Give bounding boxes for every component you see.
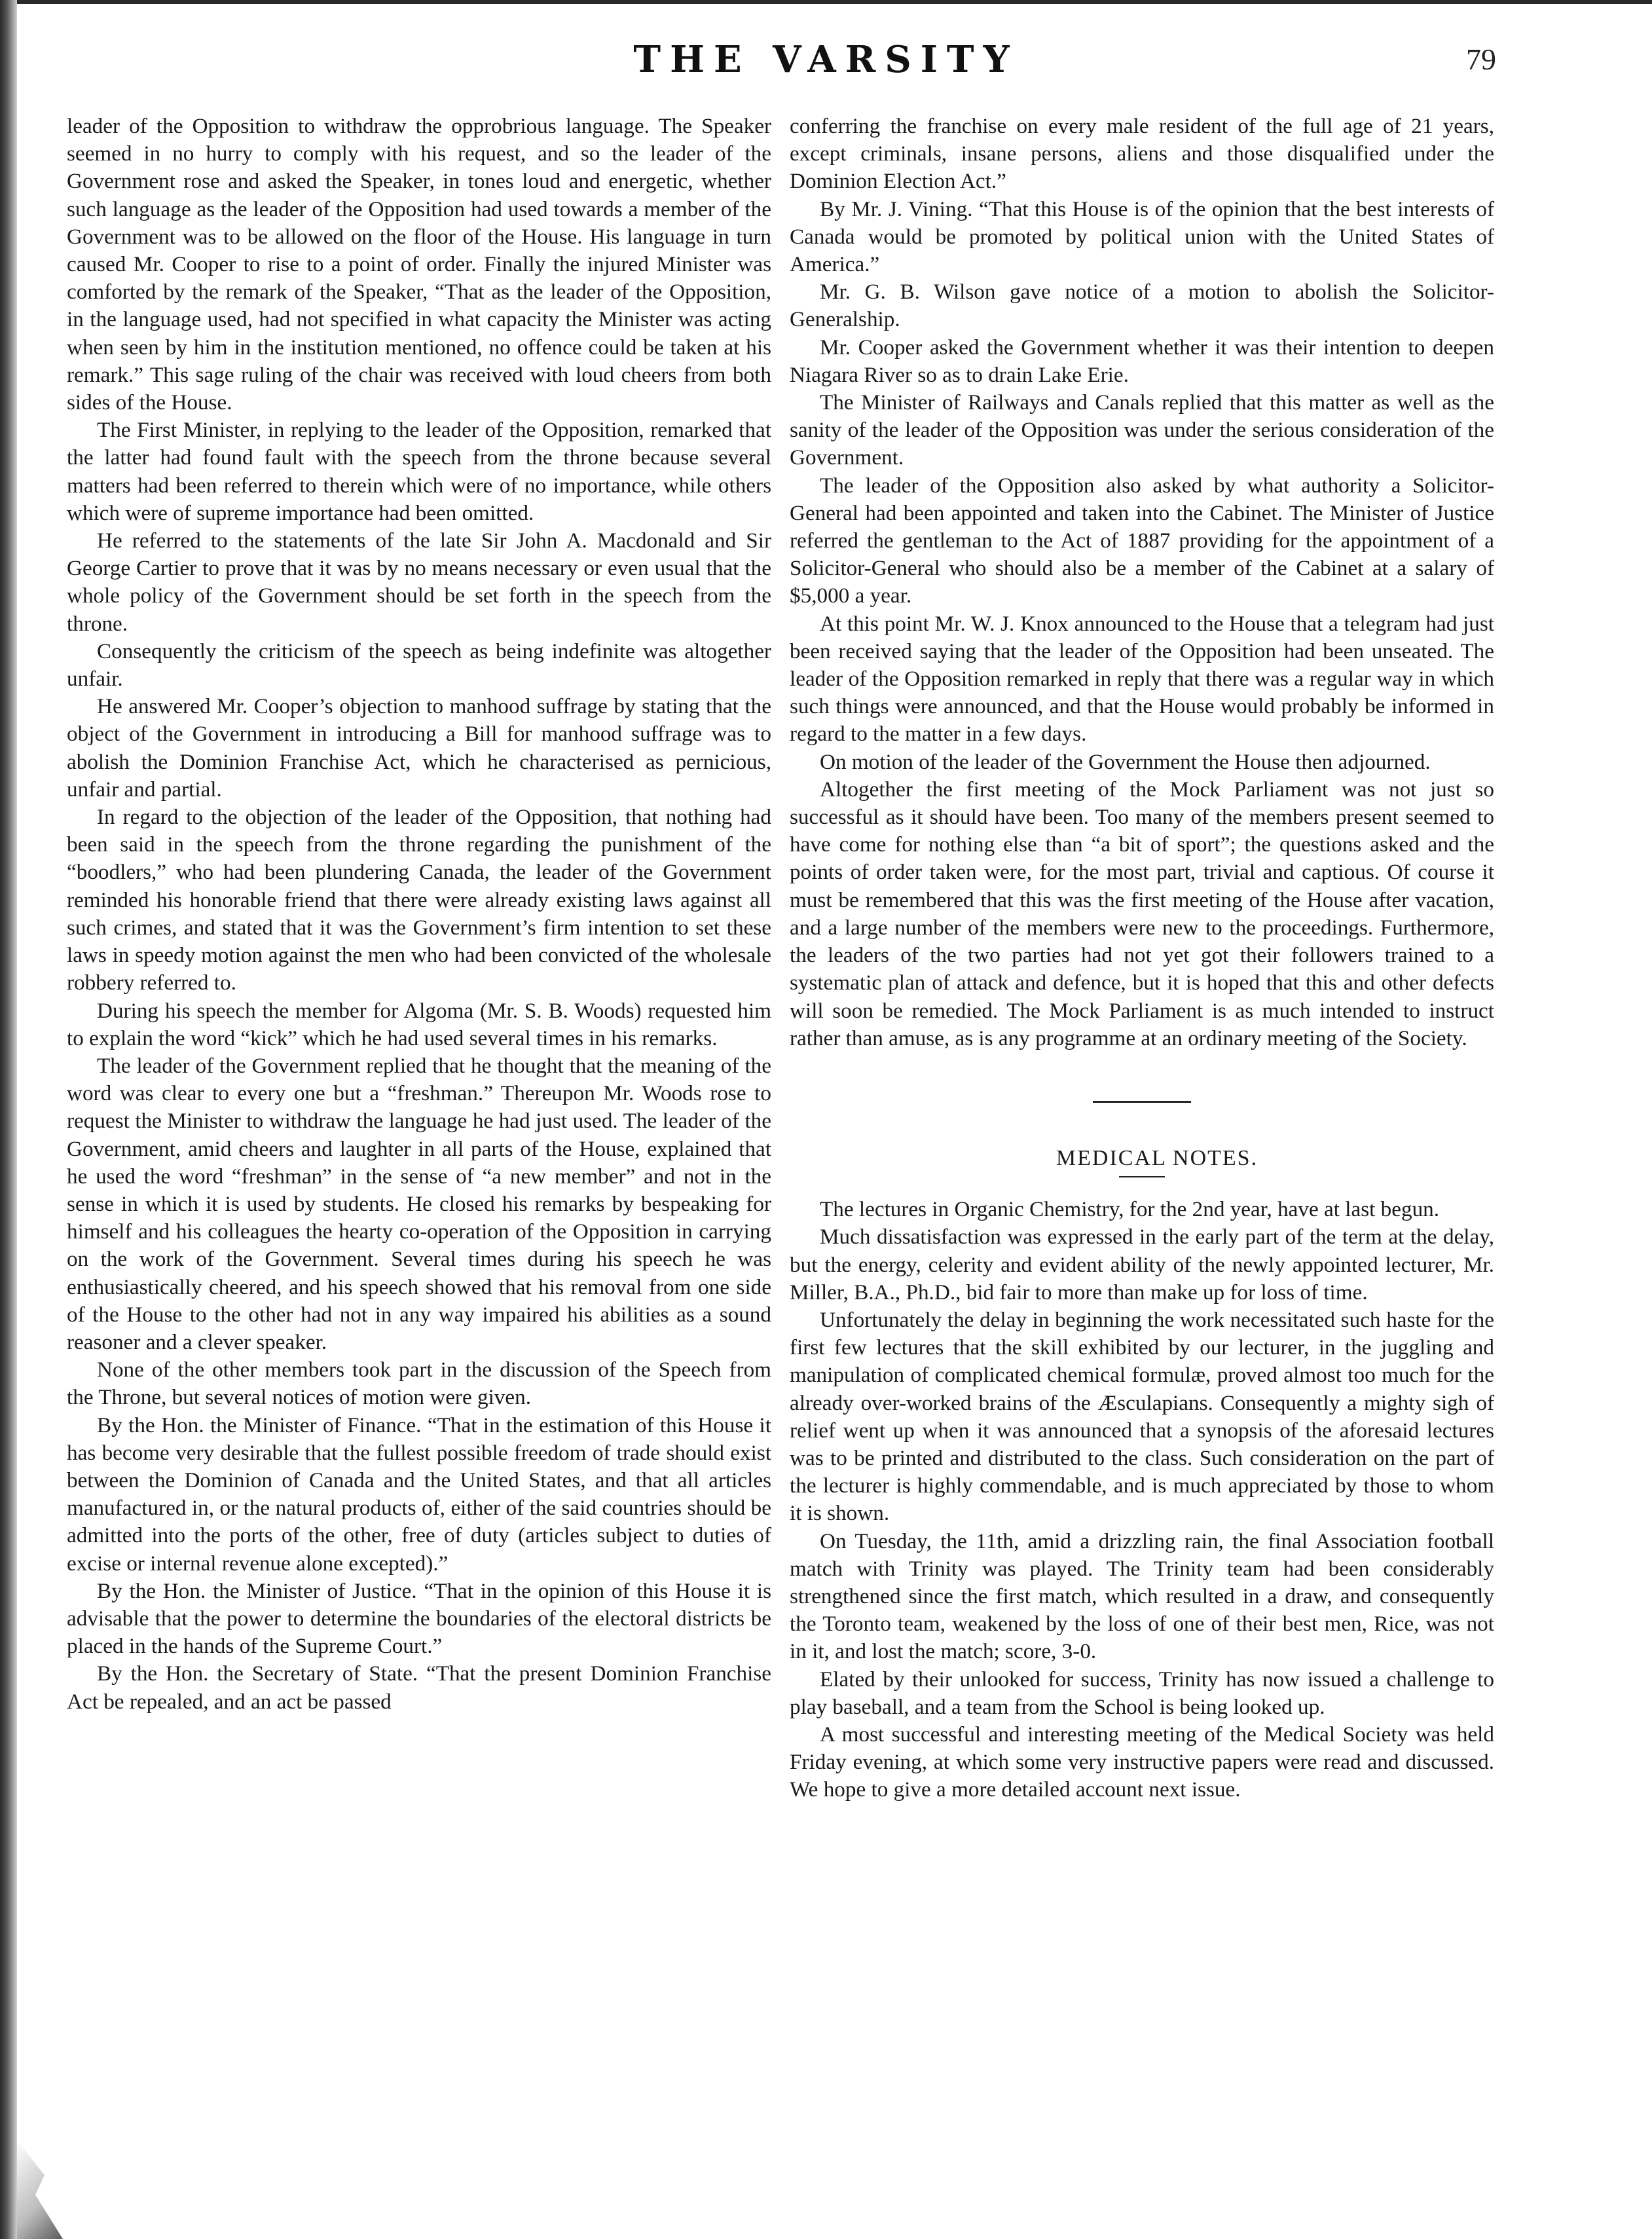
masthead (0, 38, 1652, 90)
page-tear (17, 2141, 63, 2239)
page-number: 79 (1466, 43, 1496, 76)
paragraph: The Minister of Railways and Canals replied that this matter as well as the sanity of the leader of the Opposition was under the serious consideration of the Government. (790, 390, 1494, 470)
paragraph: In regard to the objection of the leader of the Opposition, that nothing had been said in the speech from the throne regarding the punishment of the “boodlers,” who had been plundering Canada, the leader of the Government reminded his honorable friend that there were already existing laws against all such crimes, and stated that it was the Government’s firm intention to set these laws in speedy motion against the men who had been convicted of the wholesale robbery referred to. (67, 805, 771, 995)
paragraph: Consequently the criticism of the speech as being indefinite was altogether unfair. (67, 638, 771, 692)
paragraph: At this point Mr. W. J. Knox announced to the House that a telegram had just been received saying that the leader of the Opposition had been unseated. The leader of the Opposition remarked in reply that there was a regular way in which such things were announced, and that the House would probably be informed in regard to the matter in a few days. (790, 611, 1494, 747)
section-heading: MEDICAL NOTES. (1055, 1145, 1258, 1170)
paragraph: Mr. Cooper asked the Government whether it was their intention to deepen Niagara River so as to drain Lake Erie. (790, 335, 1494, 387)
paragraph: Much dissatisfaction was expressed in the early part of the term at the delay, but the energy, celerity and evident ability of the newly appointed lecturer, Mr. Miller, B.A., Ph.D., bid fair to more than make up for loss of time. (790, 1225, 1494, 1305)
page-binding-edge (0, 0, 17, 2239)
paragraph: The leader of the Opposition also asked by what authority a Solicitor-General had been appointed and taken into the Cabinet. The Minister of Justice referred the gentleman to the Act of 1887 providing for the appointment of a Solicitor-General who should also be a member of the Cabinet at a salary of $5,000 a year. (790, 473, 1494, 608)
paragraph: None of the other members took part in the discussion of the Speech from the Throne, but several notices of motion were given. (67, 1358, 771, 1410)
right-column (790, 113, 1494, 1804)
newspaper-title: THE VARSITY (633, 38, 1019, 81)
paragraph: A most successful and interesting meeting of the Medical Society was held Friday evening, at which some very instructive papers were read and discussed. We hope to give a more detailed account next issue. (790, 1722, 1494, 1802)
paragraph: The First Minister, in replying to the leader of the Opposition, remarked that the latter had found fault with the speech from the throne because several matters had been referred to therein which were of no importance, while others which were of supreme importance had been omitted. (67, 418, 771, 525)
paragraph: On Tuesday, the 11th, amid a drizzling rain, the final Association football match with Trinity was played. The Trinity team had been considerably strengthened since the first match, which resulted in a draw, and consequently the Toronto team, weakened by the loss of one of their best men, Rice, was not in it, and lost the match; score, 3-0. (790, 1528, 1494, 1664)
paragraph: On motion of the leader of the Government the House then adjourned. (820, 749, 1431, 774)
paragraph: Altogether the first meeting of the Mock Parliament was not just so successful as it should have been. Too many of the members present seemed to have come for nothing else than “a bit of sport”; the questions asked and the points of order taken were, for the most part, trivial and captious. Of course it must be remembered that this was the first meeting of the House after vacation, and a large number of the members were new to the proceedings. Furthermore, the leaders of the two parties had not yet got their followers trained to a systematic plan of attack and defence, but it is hoped that this and other defects will soon be remedied. The Mock Parliament is as much intended to instruct rather than amuse, as is any programme at an ordinary meeting of the Society. (790, 777, 1494, 1050)
paragraph: During his speech the member for Algoma (Mr. S. B. Woods) requested him to explain the word “kick” which he had used several times in his remarks. (67, 998, 771, 1050)
paragraph: The leader of the Government replied that he thought that the meaning of the word was clear to every one but a “freshman.” Thereupon Mr. Woods rose to request the Minister to withdraw the language he had just used. The leader of the Government, amid cheers and laughter in all parts of the House, explained that he used the word “freshman” in the sense of “a new member” and not in the sense in which it is used by students. He closed his remarks by bespeaking for himself and his colleagues the hearty co-operation of the Opposition in carrying on the work of the Government. Several times during his speech he was enthusiastically cheered, and his speech showed that his removal from one side of the House to the other had not in any way impaired his abilities as a sound reasoner and a clever speaker. (67, 1053, 771, 1354)
paragraph: The lectures in Organic Chemistry, for the 2nd year, have at last begun. (820, 1197, 1440, 1222)
paragraph: By the Hon. the Secretary of State. “That the present Dominion Franchise Act be repealed, and an act be passed (67, 1661, 771, 1714)
section-divider (1093, 1101, 1191, 1103)
left-column (67, 113, 771, 1716)
paragraph: Unfortunately the delay in beginning the work necessitated such haste for the first few lectures that the skill exhibited by our lecturer, in the juggling and manipulation of complicated chemical formulæ, proved almost too much for the already over-worked brains of the Æsculapians. Consequently a mighty sigh of relief went up when it was announced that a synopsis of the aforesaid lectures was to be printed and distributed to the class. Such consideration on the part of the lecturer is highly commendable, and is much appreciated by those to whom it is shown. (790, 1307, 1494, 1526)
paragraph: conferring the franchise on every male resident of the full age of 21 years, except criminals, insane persons, aliens and those disqualified under the Dominion Election Act.” (790, 114, 1494, 194)
paragraph: By the Hon. the Minister of Finance. “That in the estimation of this House it has become very desirable that the fullest possible freedom of trade should exist between the Dominion of Canada and the United States, and that all articles manufactured in, or the natural products of, either of the said countries should be admitted into the ports of the other, free of duty (articles subject to duties of excise or internal revenue alone excepted).” (67, 1413, 771, 1576)
paragraph: Elated by their unlooked for success, Trinity has now issued a challenge to play baseball, and a team from the School is being looked up. (790, 1667, 1494, 1719)
top-rule (17, 0, 1652, 4)
paragraph: He referred to the statements of the late Sir John A. Macdonald and Sir George Cartier to prove that it was by no means necessary or even usual that the whole policy of the Government should be set forth in the speech from the throne. (67, 528, 771, 636)
paragraph: By the Hon. the Minister of Justice. “That in the opinion of this House it is advisable that the power to determine the boundaries of the electoral districts be placed in the hands of the Supreme Court.” (67, 1578, 771, 1659)
paragraph: Mr. G. B. Wilson gave notice of a motion to abolish the Solicitor-Generalship. (790, 280, 1494, 332)
paragraph: leader of the Opposition to withdraw the opprobrious language. The Speaker seemed in no hurry to comply with his request, and so the leader of the Government rose and asked the Speaker, in tones loud and energetic, whether such language as the leader of the Opposition had used towards a member of the Government was to be allowed on the floor of the House. His language in turn caused Mr. Cooper to rise to a point of order. Finally the injured Minister was comforted by the remark of the Speaker, “That as the leader of the Opposition, in the language used, had not specified in what capacity the Minister was acting when seen by him in the institution mentioned, no offence could be taken at his remark.” This sage ruling of the chair was received with loud cheers from both sides of the House. (67, 114, 771, 415)
heading-underline (1119, 1176, 1165, 1177)
paragraph: He answered Mr. Cooper’s objection to manhood suffrage by stating that the object of the Government in introducing a Bill for manhood suffrage was to abolish the Dominion Franchise Act, which he characterised as pernicious, unfair and partial. (67, 694, 771, 802)
paragraph: By Mr. J. Vining. “That this House is of the opinion that the best interests of Canada would be promoted by political union with the United States of America.” (790, 196, 1494, 277)
